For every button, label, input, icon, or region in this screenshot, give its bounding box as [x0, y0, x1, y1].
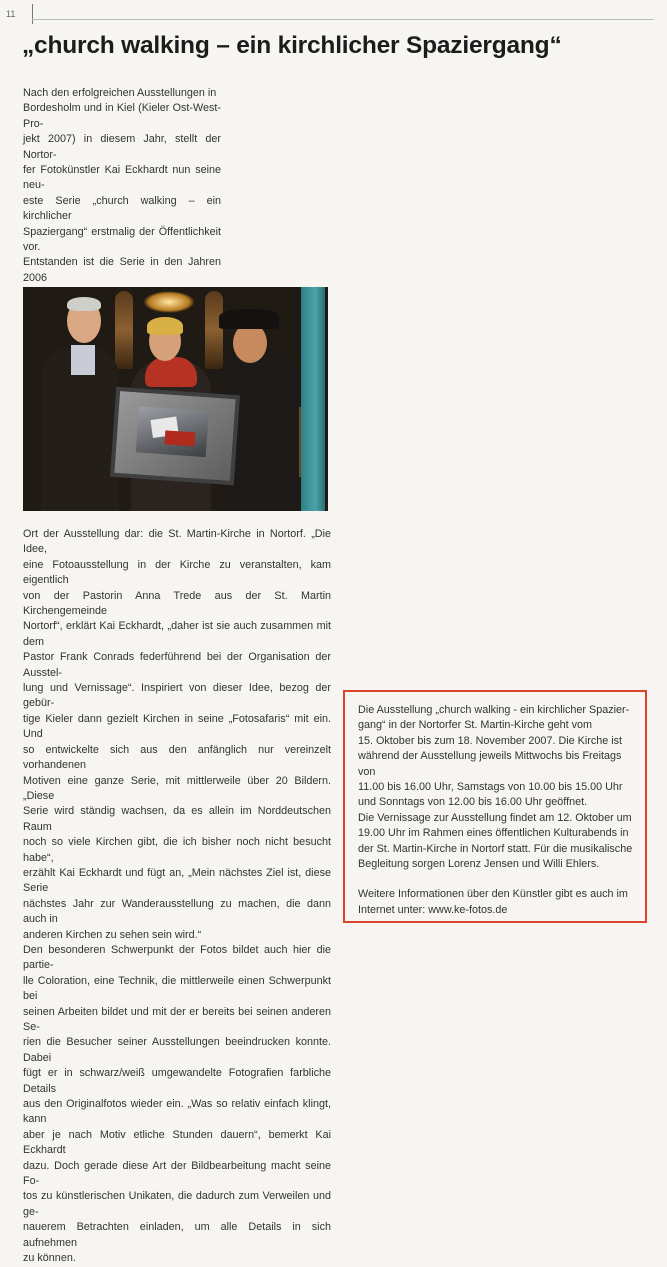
- infobox-line: und Sonntags von 12.00 bis 16.00 Uhr geöffnet.: [358, 796, 588, 809]
- body-line: seinen Arbeiten bildet und mit der er bereits bei seinen anderen Se-: [23, 1005, 331, 1033]
- page-number: 11: [6, 9, 16, 19]
- stained-glass-window: [205, 291, 223, 369]
- infobox-line: Die Ausstellung „church walking - ein kirchlicher Spazier-: [358, 704, 630, 716]
- intro-line: Bordesholm und in Kiel (Kieler Ost-West-Pro-: [23, 102, 221, 130]
- body-line: fügt er in schwarz/weiß umgewandelte Fotografien farbliche Details: [23, 1067, 331, 1095]
- stained-glass-window: [115, 291, 133, 369]
- intro-line: Nach den erfolgreichen Ausstellungen in: [23, 87, 217, 99]
- infobox-line: der St. Martin-Kirche in Nortorf statt. Für die musikalische: [358, 842, 633, 855]
- person-right-hat: [219, 309, 279, 329]
- infobox-line: gang“ in der Nortorfer St. Martin-Kirche geht vom: [358, 719, 593, 732]
- article-photo: [23, 287, 328, 511]
- body-line: tos zu künstlerischen Unikaten, die dadurch zum Verweilen und ge-: [23, 1190, 331, 1218]
- infobox-line: Begleitung sorgen Lorenz Jensen und Willi Ehlers.: [358, 858, 600, 871]
- body-line: eine Fotoausstellung in der Kirche zu veranstalten, kam eigentlich: [23, 558, 331, 587]
- body-line: noch so viele Kirchen gibt, die ich bisher noch nicht besucht habe“,: [23, 836, 331, 864]
- chandelier: [143, 291, 195, 313]
- pillar: [301, 287, 325, 511]
- intro-line: este Serie „church walking – ein kirchlicher: [23, 194, 221, 223]
- person-right-head: [233, 323, 267, 363]
- body-line: anderen Kirchen zu sehen sein wird.“: [23, 928, 202, 941]
- infobox-website-line: Internet unter: www.ke-fotos.de: [358, 903, 508, 916]
- body-line: nächstes Jahr zur Wanderausstellung zu machen, die dann auch in: [23, 897, 331, 926]
- infobox-line: Weitere Informationen über den Künstler gibt es auch im: [358, 888, 628, 901]
- body-line: Serie wird ständig wachsen, da es allein im Norddeutschen Raum: [23, 805, 331, 833]
- body-line: dazu. Doch gerade diese Art der Bildbearbeitung macht seine Fo-: [23, 1159, 331, 1188]
- body-line: aber je nach Motiv etliche Stunden dauern“, bemerkt Kai Eckhardt: [23, 1128, 331, 1157]
- person-center-scarf: [145, 357, 197, 387]
- header-divider-horizontal: [32, 19, 654, 20]
- framed-artwork: [110, 387, 240, 485]
- artwork-detail: [164, 430, 195, 446]
- body-line: tige Kieler dann gezielt Kirchen in seine „Fotosafaris“ mit ein. Und: [23, 712, 331, 741]
- body-line: Den besonderen Schwerpunkt der Fotos bildet auch hier die partie-: [23, 943, 331, 972]
- infobox-line: während der Ausstellung jeweils Mittwochs bis Freitags von: [358, 750, 622, 778]
- infobox-line: 15. Oktober bis zum 18. November 2007. Die Kirche ist: [358, 734, 623, 747]
- intro-line: jekt 2007) in diesem Jahr, stellt der Nortor-: [23, 133, 221, 161]
- body-line: Motiven eine ganze Serie, mit mittlerweile über 20 Bildern. „Diese: [23, 774, 331, 802]
- body-line: aus den Originalfotos wieder ein. „Was so relativ einfach klingt, kann: [23, 1098, 331, 1126]
- body-line: erzählt Kai Eckhardt und fügt an, „Mein nächstes Ziel ist, diese Serie: [23, 866, 331, 895]
- body-line: lle Coloration, eine Technik, die mittlerweile einen Schwerpunkt bei: [23, 974, 331, 1003]
- body-line: nauerem Betrachten einladen, um alle Details in sich aufnehmen: [23, 1221, 331, 1249]
- body-line: Nortorf“, erklärt Kai Eckhardt, „daher ist sie auch zusammen mit dem: [23, 620, 331, 648]
- body-line: Ort der Ausstellung dar: die St. Martin-Kirche in Nortorf. „Die Idee,: [23, 528, 331, 556]
- person-left-shirt: [71, 345, 95, 375]
- infobox-line: 11.00 bis 16.00 Uhr, Samstags von 10.00 bis 15.00 Uhr: [358, 781, 623, 794]
- body-line: zu können.: [23, 1252, 76, 1265]
- paragraph-spacer: [358, 872, 633, 887]
- event-info-box: [343, 690, 647, 923]
- body-line: lung und Vernissage“. Inspiriert von dieser Idee, bezog der gebür-: [23, 682, 331, 710]
- article-title: „church walking – ein kirchlicher Spaziergang“: [22, 32, 562, 59]
- body-line: rien die Besucher seiner Ausstellungen beeindrucken konnte. Dabei: [23, 1036, 331, 1064]
- person-left-hair: [67, 297, 101, 311]
- body-line: von der Pastorin Anna Trede aus der St. Martin Kirchengemeinde: [23, 589, 331, 618]
- person-center-hair: [147, 317, 183, 335]
- intro-line: Entstanden ist die Serie in den Jahren 2006: [23, 256, 221, 284]
- infobox-line: 19.00 Uhr im Rahmen eines öffentlichen Kulturabends in: [358, 827, 629, 840]
- body-line: Pastor Frank Conrads federführend bei der Organisation der Ausstel-: [23, 651, 331, 679]
- body-line: so entwickelte sich aus den anfänglich nur vereinzelt vorhandenen: [23, 743, 331, 772]
- intro-line: Spaziergang“ erstmalig der Öffentlichkeit vor.: [23, 225, 221, 254]
- header-divider-vertical: [32, 4, 33, 24]
- infobox-line: Die Vernissage zur Ausstellung findet am 12. Oktober um: [358, 811, 632, 824]
- article-body: [23, 527, 331, 1267]
- intro-line: fer Fotokünstler Kai Eckhardt nun seine neu-: [23, 164, 221, 192]
